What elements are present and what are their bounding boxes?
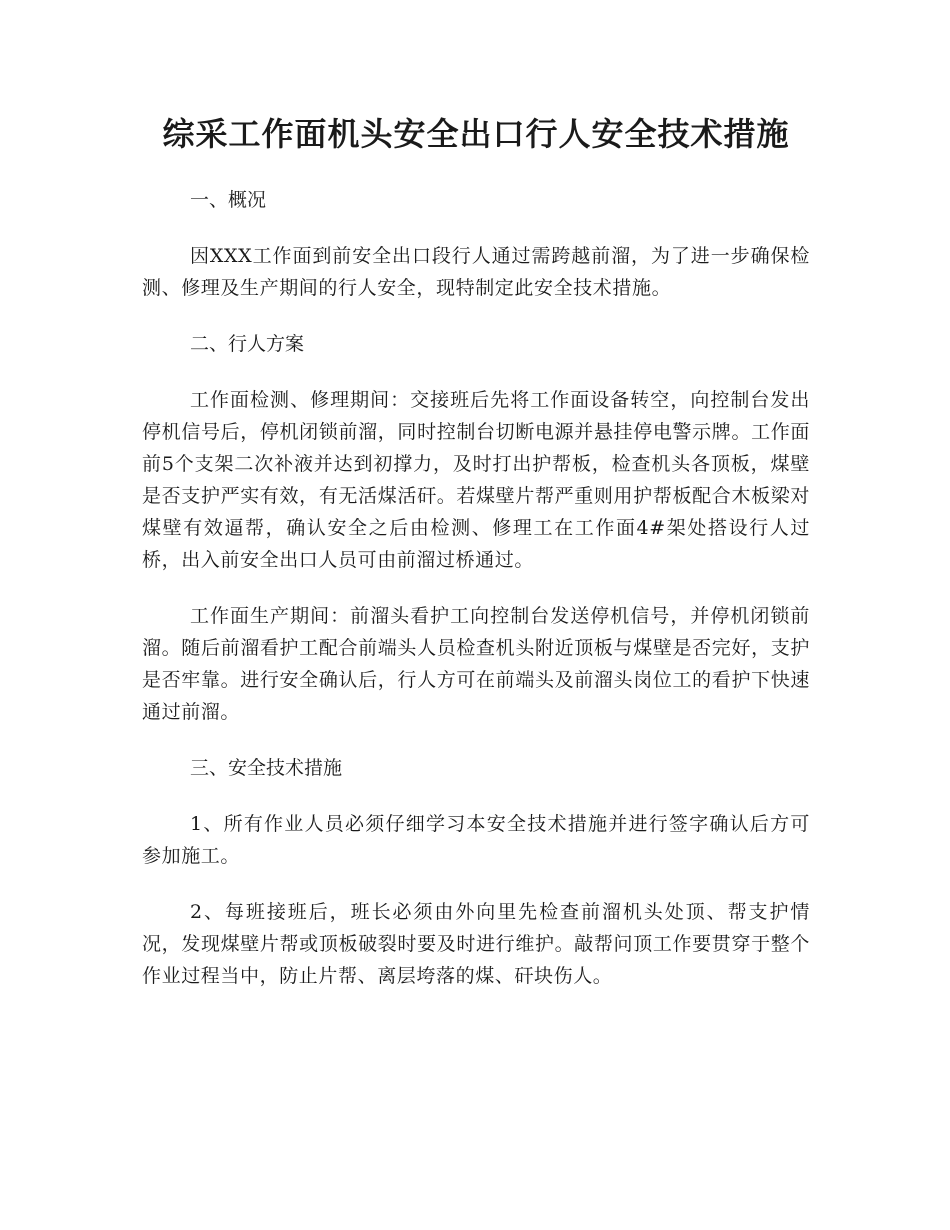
paragraph-measure-2: 2、每班接班后，班长必须由外向里先检查前溜机头处顶、帮支护情况，发现煤壁片帮或顶板破裂时要及时进行维护。敲帮问顶工作要贯穿于整个作业过程当中，防止片帮、离层垮落的煤、矸块伤人。 (142, 901, 810, 987)
paragraph-inspection-period: 工作面检测、修理期间：交接班后先将工作面设备转空，向控制台发出停机信号后，停机闭锁前溜，同时控制台切断电源并悬挂停电警示牌。工作面前5个支架二次补液并达到初撑力，及时打出护帮板，检查机头各顶板，煤壁是否支护严实有效，有无活煤活矸。若煤壁片帮严重则用护帮板配合木板梁对煤壁有效逼帮，确认安全之后由检测、修理工在工作面4#架处搭设行人过桥，出入前安全出口人员可由前溜过桥通过。 (142, 389, 810, 571)
paragraph-measure-1: 1、所有作业人员必须仔细学习本安全技术措施并进行签字确认后方可参加施工。 (142, 813, 810, 867)
paragraph-production-period: 工作面生产期间：前溜头看护工向控制台发送停机信号，并停机闭锁前溜。随后前溜看护工配合前端头人员检查机头附近顶板与煤壁是否完好，支护是否牢靠。进行安全确认后，行人方可在前端头及前溜头岗位工的看护下快速通过前溜。 (142, 605, 810, 723)
section-heading-overview: 一、概况 (190, 189, 267, 211)
section-heading-safety-measures: 三、安全技术措施 (190, 757, 343, 779)
document-body (142, 108, 810, 1016)
document-title: 综采工作面机头安全出口行人安全技术措施 (162, 115, 790, 153)
section-heading-pedestrian-plan: 二、行人方案 (190, 333, 305, 355)
paragraph-overview: 因XXX工作面到前安全出口段行人通过需跨越前溜，为了进一步确保检测、修理及生产期间的行人安全，现特制定此安全技术措施。 (142, 245, 810, 299)
